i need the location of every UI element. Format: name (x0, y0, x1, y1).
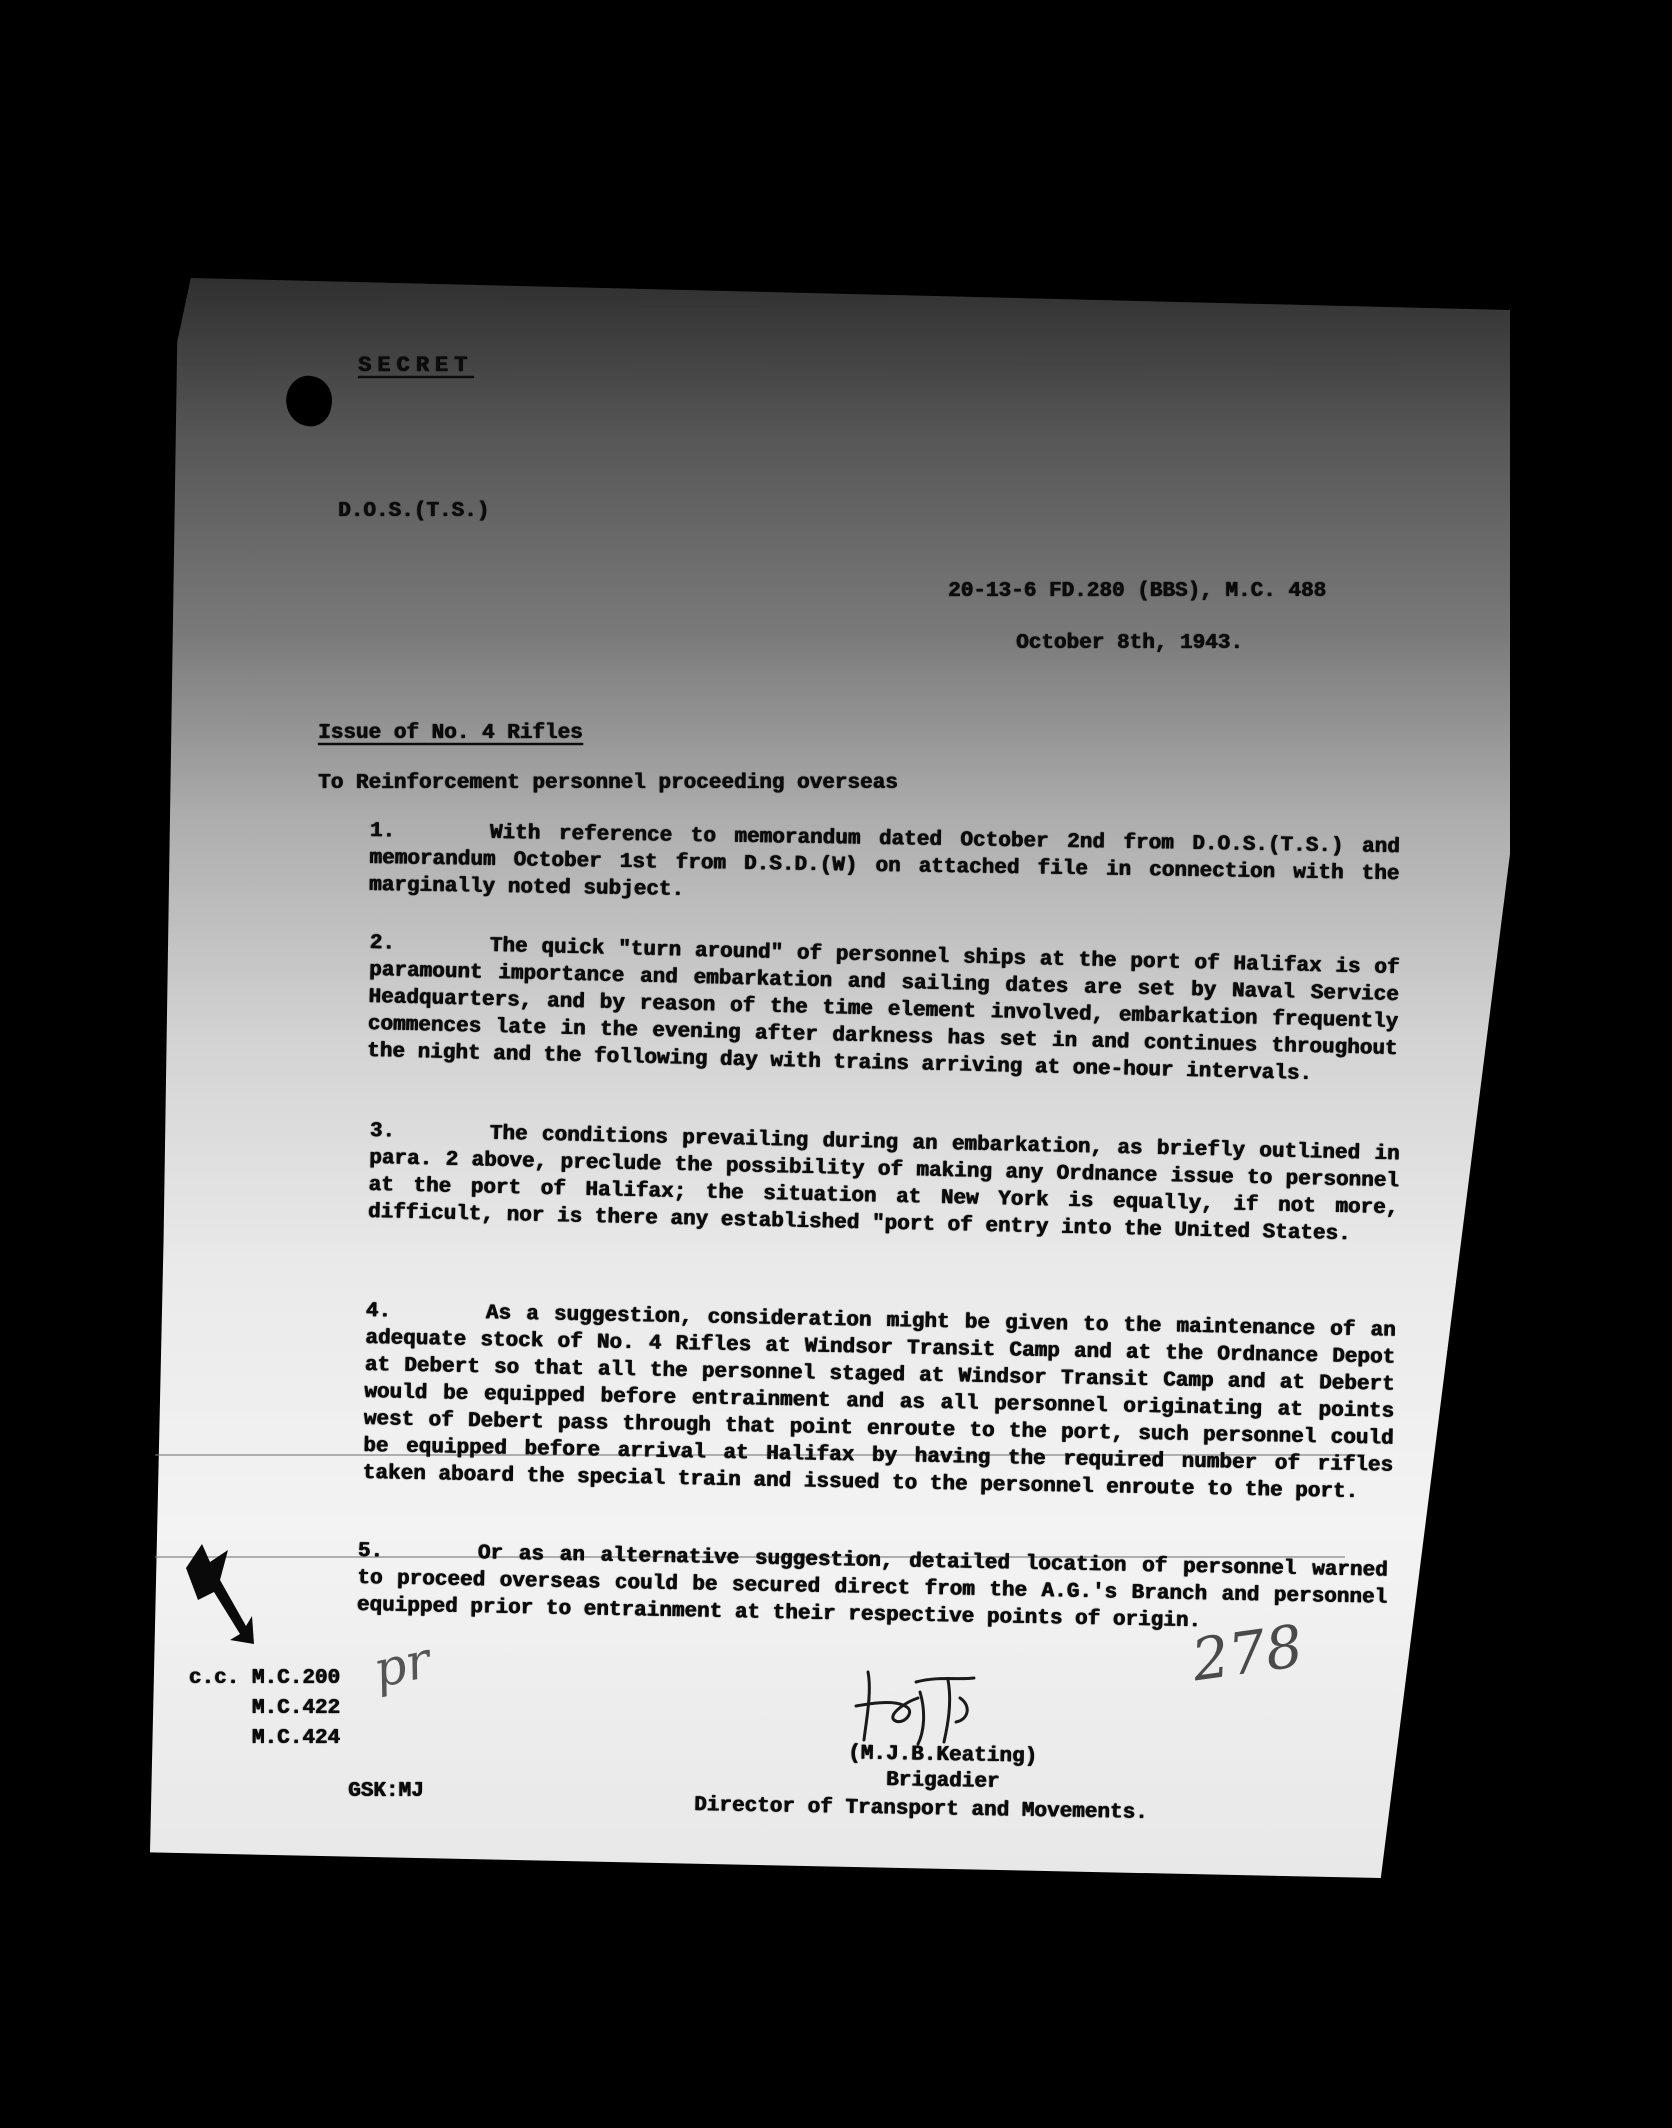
copy-entry: M.C.200 (251, 1667, 340, 1690)
signatory-title: Director of Transport and Movements. (693, 1794, 1148, 1825)
paragraph-4 (362, 1298, 1395, 1507)
handwritten-margin-note: pr (368, 1630, 436, 1700)
letter-date: October 8th, 1943. (1016, 632, 1243, 655)
paragraph-number: 3. (369, 1119, 396, 1144)
subject-line: Issue of No. 4 Rifles (318, 722, 583, 745)
signatory-rank: Brigadier (885, 1769, 1000, 1794)
handwritten-page-number: 278 (1187, 1611, 1307, 1695)
signatory-name: (M.J.B.Keating) (847, 1742, 1038, 1769)
paragraph-3 (368, 1118, 1400, 1249)
paragraph-number: 2. (369, 931, 396, 956)
paragraph-text: With reference to memorandum dated October 2nd from D.O.S.(T.S.) and memorandum October 1st from D.S.D.(W) on attached file in connection with the marginally noted subject. (368, 821, 1400, 902)
classification-heading: SECRET (358, 353, 474, 378)
paragraph-number: 4. (365, 1299, 392, 1324)
paragraph-text: As a suggestion, consideration might be given to the maintenance of an adequate stock of No. 4 Rifles at Windsor Transit Camp and at the Ordnance Depot at Debert so that all the personnel staged at Windsor Transit Camp and at Debert would be equipped before entrainment and as all personnel originating at points west of Debert pass through that point enroute to the port, such personnel could be equipped before arrival at Halifax by having the required number of rifles taken aboard the special train and issued to the personnel enroute to the port. (362, 1302, 1396, 1505)
paragraph-text: The conditions prevailing during an embarkation, as briefly outlined in para. 2 above, preclude the possibility of making any Ordnance issue to personnel at the port of Halifax; the situation at New York is equally, if not more, difficult, nor is there any established "port of entry into the United States. (367, 1122, 1400, 1247)
paragraph-text: The quick "turn around" of personnel ships at the port of Halifax is of paramount importance and embarkation and sailing dates are set by Naval Service Headquarters, and by reason of the time element involved, embarkation frequently commences late in the evening after darkness has set in and continues throughout the night and the following day with trains arriving at one-hour intervals. (366, 934, 1400, 1087)
paragraph-number: 1. (369, 819, 396, 844)
copies-list (178, 1664, 340, 1754)
copy-entry: M.C.424 (251, 1727, 340, 1750)
copies-line-1 (178, 1664, 340, 1694)
reference-initials: GSK:MJ (348, 1780, 424, 1803)
paragraph-1 (369, 818, 1400, 915)
file-reference: 20-13-6 FD.280 (BBS), M.C. 488 (948, 580, 1327, 603)
paragraph-text: Or as an alternative suggestion, detailed location of personnel warned to proceed overseas could be secured direct from the A.G.'s Branch and personnel equipped prior to entrainment at their respective points of origin. (356, 1542, 1388, 1634)
paragraph-2 (367, 930, 1400, 1090)
paragraph-number: 5. (357, 1539, 384, 1564)
copy-entry: M.C.422 (251, 1697, 340, 1720)
copies-label: c.c. (188, 1667, 240, 1690)
addressee: D.O.S.(T.S.) (338, 500, 490, 523)
subject-subline: To Reinforcement personnel proceeding overseas (318, 772, 898, 795)
